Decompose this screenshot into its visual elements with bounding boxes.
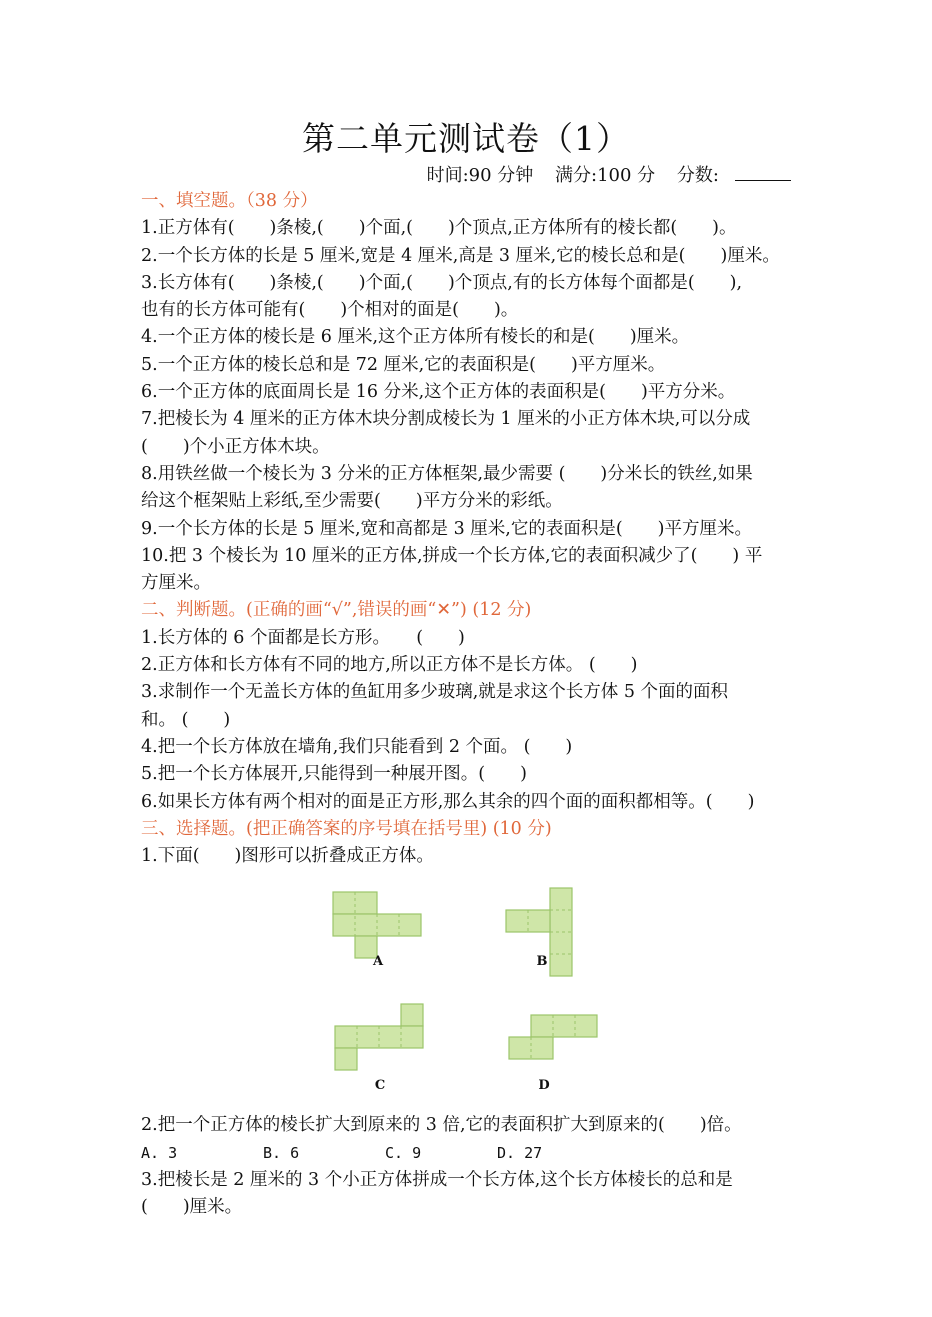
option-c[interactable]: C. 9 xyxy=(385,1143,422,1162)
option-a[interactable]: A. 3 xyxy=(141,1143,178,1162)
section-heading-fill-in: 一、填空题。（38 分） xyxy=(141,191,318,211)
question-line: 8.用铁丝做一个棱长为 3 分米的正方体框架,最少需要 ( )分米长的铁丝,如果 xyxy=(141,463,753,484)
cube-net-figure-c[interactable] xyxy=(333,1002,425,1074)
section-heading-multiple-choice: 三、选择题。(把正确答案的序号填在括号里) (10 分) xyxy=(141,818,552,839)
figure-label-c: C xyxy=(374,1078,386,1094)
exam-time: 时间:90 分钟 xyxy=(426,165,534,186)
question-line: 也有的长方体可能有( )个相对的面是( )。 xyxy=(141,300,519,321)
question-line: 5.一个正方体的棱长总和是 72 厘米,它的表面积是( )平方厘米。 xyxy=(141,354,666,375)
question-line: 2.一个长方体的长是 5 厘米,宽是 4 厘米,高是 3 厘米,它的棱长总和是( )厘米。 xyxy=(141,245,780,266)
option-d[interactable]: D. 27 xyxy=(497,1143,543,1162)
question-line: 10.把 3 个棱长为 10 厘米的正方体,拼成一个长方体,它的表面积减少了( ) 平 xyxy=(141,545,763,566)
question-line: 6.一个正方体的底面周长是 16 分米,这个正方体的表面积是( )平方分米。 xyxy=(141,382,736,403)
question-line: 3.把棱长是 2 厘米的 3 个小正方体拼成一个长方体,这个长方体棱长的总和是 xyxy=(141,1170,733,1191)
question-line: 9.一个长方体的长是 5 厘米,宽和高都是 3 厘米,它的表面积是( )平方厘米。 xyxy=(141,518,752,539)
question-content xyxy=(141,188,796,1222)
question-line: 7.把棱长为 4 厘米的正方体木块分割成棱长为 1 厘米的小正方体木块,可以分成 xyxy=(141,409,751,430)
question-line: 6.如果长方体有两个相对的面是正方形,那么其余的四个面的面积都相等。( ) xyxy=(141,791,755,812)
question-line: 3.求制作一个无盖长方体的鱼缸用多少玻璃,就是求这个长方体 5 个面的面积 xyxy=(141,682,729,703)
score-blank[interactable] xyxy=(735,166,791,181)
cube-net-figures xyxy=(141,870,796,1112)
score-label-text: 分数: xyxy=(676,165,719,186)
exam-meta xyxy=(411,161,791,187)
option-b[interactable]: B. 6 xyxy=(263,1143,300,1162)
section-heading-true-false: 二、判断题。(正确的画“√”,错误的画“✕”) (12 分) xyxy=(141,600,532,621)
question-line: 3.长方体有( )条棱,( )个面,( )个顶点,有的长方体每个面都是( ), xyxy=(141,272,743,293)
exam-score-label xyxy=(677,165,791,186)
exam-full-score: 满分:100 分 xyxy=(555,165,656,186)
question-line: 和。 ( ) xyxy=(141,709,231,730)
figure-label-b: B xyxy=(536,954,548,970)
question-line: 给这个框架贴上彩纸,至少需要( )平方分米的彩纸。 xyxy=(141,491,563,512)
figure-label-a: A xyxy=(372,954,384,970)
question-line: 1.正方体有( )条棱,( )个面,( )个顶点,正方体所有的棱长都( )。 xyxy=(141,218,737,239)
question-line: 1.长方体的 6 个面都是长方形。 ( ) xyxy=(141,627,465,648)
page-title: 第二单元测试卷（1） xyxy=(302,119,630,158)
question-line: 方厘米。 xyxy=(141,573,211,594)
question-line: 4.一个正方体的棱长是 6 厘米,这个正方体所有棱长的和是( )厘米。 xyxy=(141,327,690,348)
question-line: 2.正方体和长方体有不同的地方,所以正方体不是长方体。 ( ) xyxy=(141,655,638,676)
question-line: ( )个小正方体木块。 xyxy=(141,436,330,457)
question-line: 5.把一个长方体展开,只能得到一种展开图。( ) xyxy=(141,764,527,785)
question-line: 1.下面( )图形可以折叠成正方体。 xyxy=(141,846,434,867)
question-line: 4.把一个长方体放在墙角,我们只能看到 2 个面。 ( ) xyxy=(141,736,573,757)
cube-net-figure-d[interactable] xyxy=(507,1013,601,1063)
question-line: 2.把一个正方体的棱长扩大到原来的 3 倍,它的表面积扩大到原来的( )倍。 xyxy=(141,1115,742,1136)
figure-label-d: D xyxy=(538,1078,550,1094)
answer-options xyxy=(141,1140,796,1167)
question-line: ( )厘米。 xyxy=(141,1197,243,1218)
